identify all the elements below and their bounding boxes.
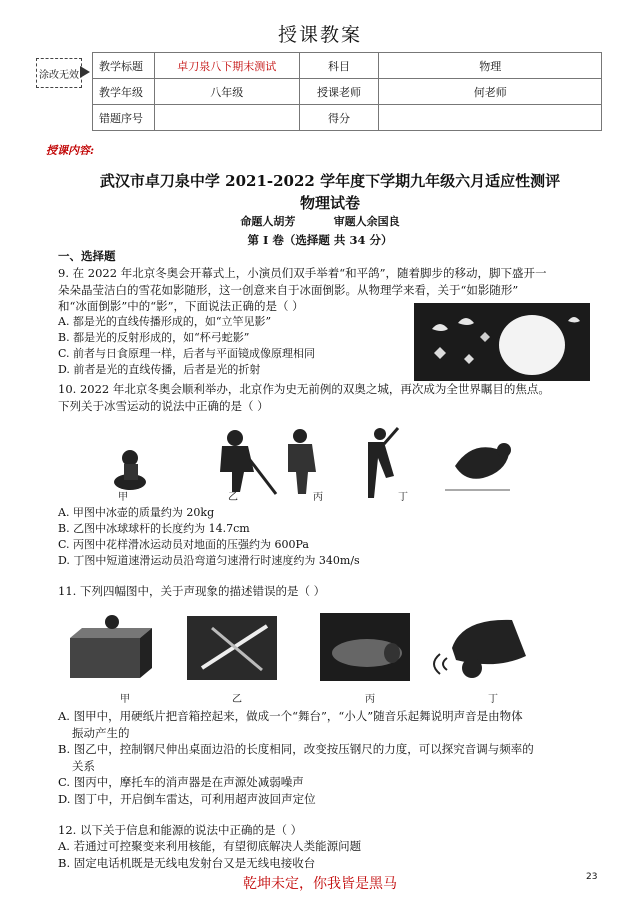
question-11-stem: 11. 下列四幅图中，关于声现象的描述错误的是（ ）: [58, 584, 326, 598]
subject-value: 物理: [379, 53, 602, 79]
q12-option-b: B. 固定电话机既是无线电发射台又是无线电接收台: [58, 855, 316, 870]
q11-sound-images: [62, 608, 532, 688]
title-value: 卓刀泉八下期末测试: [154, 53, 299, 79]
q11-option-b: B. 图乙中，控制钢尺伸出桌面边沿的长度相同，改变按压钢尺的力度，可以探究音调与频率的: [58, 742, 534, 756]
grade-value: 八年级: [154, 79, 299, 105]
q11-label-jia: 甲: [120, 694, 130, 705]
table-row: [93, 53, 602, 79]
q10-option-a: A. 甲图中冰壶的质量约为 20kg: [58, 506, 215, 519]
q9-line2: 朵朵晶莹洁白的雪花如影随形，这一创意来自于冰面倒影。从物理学来看，关于“如影随形”: [58, 282, 519, 297]
question-12-stem: 12. 以下关于信息和能源的说法中正确的是（ ）: [58, 823, 303, 837]
q11-label-ding: 丁: [488, 694, 498, 705]
question-10-stem: [58, 381, 603, 414]
stamp-arrow-icon: [80, 66, 90, 78]
page-title: 授课教案: [277, 24, 362, 46]
q10-line2: 下列关于冰雪运动的说法中正确的是（ ）: [58, 398, 269, 413]
q9-line3: 和“冰面倒影”中的“影”，下面说法正确的是（ ）: [58, 299, 304, 313]
question-12-options: [58, 838, 598, 871]
score-label: 得分: [299, 105, 379, 131]
q10-label-jia: 甲: [118, 492, 128, 503]
q12-option-a: A. 若通过可控聚变来利用核能，有望彻底解决人类能源问题: [58, 839, 362, 853]
q10-option-b: B. 乙图中冰球球杆的长度约为 14.7cm: [58, 522, 250, 535]
q11-option-a-cont: 振动产生的: [72, 725, 130, 740]
page-number: 23: [586, 872, 598, 882]
question-10-options: [58, 505, 598, 569]
lesson-info-table: [92, 52, 602, 131]
teacher-label: 授课老师: [299, 79, 379, 105]
question-9-options: [58, 314, 408, 378]
footer-slogan: 乾坤未定，你我皆是黑马: [243, 876, 397, 892]
q10-option-c: C. 丙图中花样滑冰运动员对地面的压强约为 600Pa: [58, 538, 309, 551]
teacher-value: 何老师: [379, 79, 602, 105]
q11-label-yi: 乙: [232, 694, 242, 705]
q9-ice-reflection-image: [414, 303, 590, 381]
subject-label: 科目: [299, 53, 379, 79]
q11-option-a: A. 图甲中，用硬纸片把音箱控起来，做成一个“舞台”，“小人”随音乐起舞说明声音是由物体: [58, 709, 523, 723]
grade-label: 教学年级: [93, 79, 155, 105]
q9-option-d: D. 前者是光的直线传播，后者是光的折射: [58, 363, 261, 376]
exam-title: [60, 170, 600, 214]
q9-option-b: B. 都是光的反射形成的，如“杯弓蛇影”: [58, 331, 250, 344]
q10-label-bing: 丙: [313, 492, 323, 503]
table-row: [93, 105, 602, 131]
score-value[interactable]: [379, 105, 602, 131]
q9-option-a: A. 都是光的直线传播形成的，如“立竿见影”: [58, 315, 272, 328]
q10-line1: 10. 2022 年北京冬奥会顺利举办，北京作为史无前例的双奥之城，再次成为全世界瞩目的焦点。: [58, 382, 550, 396]
exam-title-line1: 武汉市卓刀泉中学 2021-2022 学年度下学期九年级六月适应性测评: [99, 172, 561, 190]
wrong-label: 错题序号: [93, 105, 155, 131]
wrong-value[interactable]: [154, 105, 299, 131]
q11-option-c: C. 图丙中，摩托车的消声器是在声源处减弱噪声: [58, 775, 304, 789]
q10-label-yi: 乙: [228, 492, 238, 503]
table-row: [93, 79, 602, 105]
volume-title: 第 I 卷（选择题 共 34 分）: [247, 233, 393, 247]
q10-option-d: D. 丁图中短道速滑运动员沿弯道匀速滑行时速度约为 340m/s: [58, 554, 360, 567]
exam-authors: 命题人胡芳 审题人余国良: [240, 215, 400, 228]
q11-label-bing: 丙: [365, 694, 375, 705]
title-label: 教学标题: [93, 53, 155, 79]
void-stamp: 涂改无效: [36, 58, 82, 88]
q10-winter-sports-images: [100, 420, 520, 500]
content-label: 授课内容:: [46, 144, 95, 157]
question-11-options: [58, 708, 606, 807]
q11-option-d: D. 图丁中，开启倒车雷达，可利用超声波回声定位: [58, 791, 316, 806]
q11-option-b-cont: 关系: [72, 758, 95, 773]
q10-label-ding: 丁: [398, 492, 408, 503]
section-title: 一、选择题: [58, 249, 116, 263]
q9-option-c: C. 前者与日食原理一样，后者与平面镜成像原理相同: [58, 347, 316, 360]
exam-title-line2: 物理试卷: [299, 194, 360, 212]
q9-line1: 9. 在 2022 年北京冬奥会开幕式上，小演员们双手举着“和平鸽”，随着脚步的移动，脚下盛开一: [58, 266, 547, 280]
